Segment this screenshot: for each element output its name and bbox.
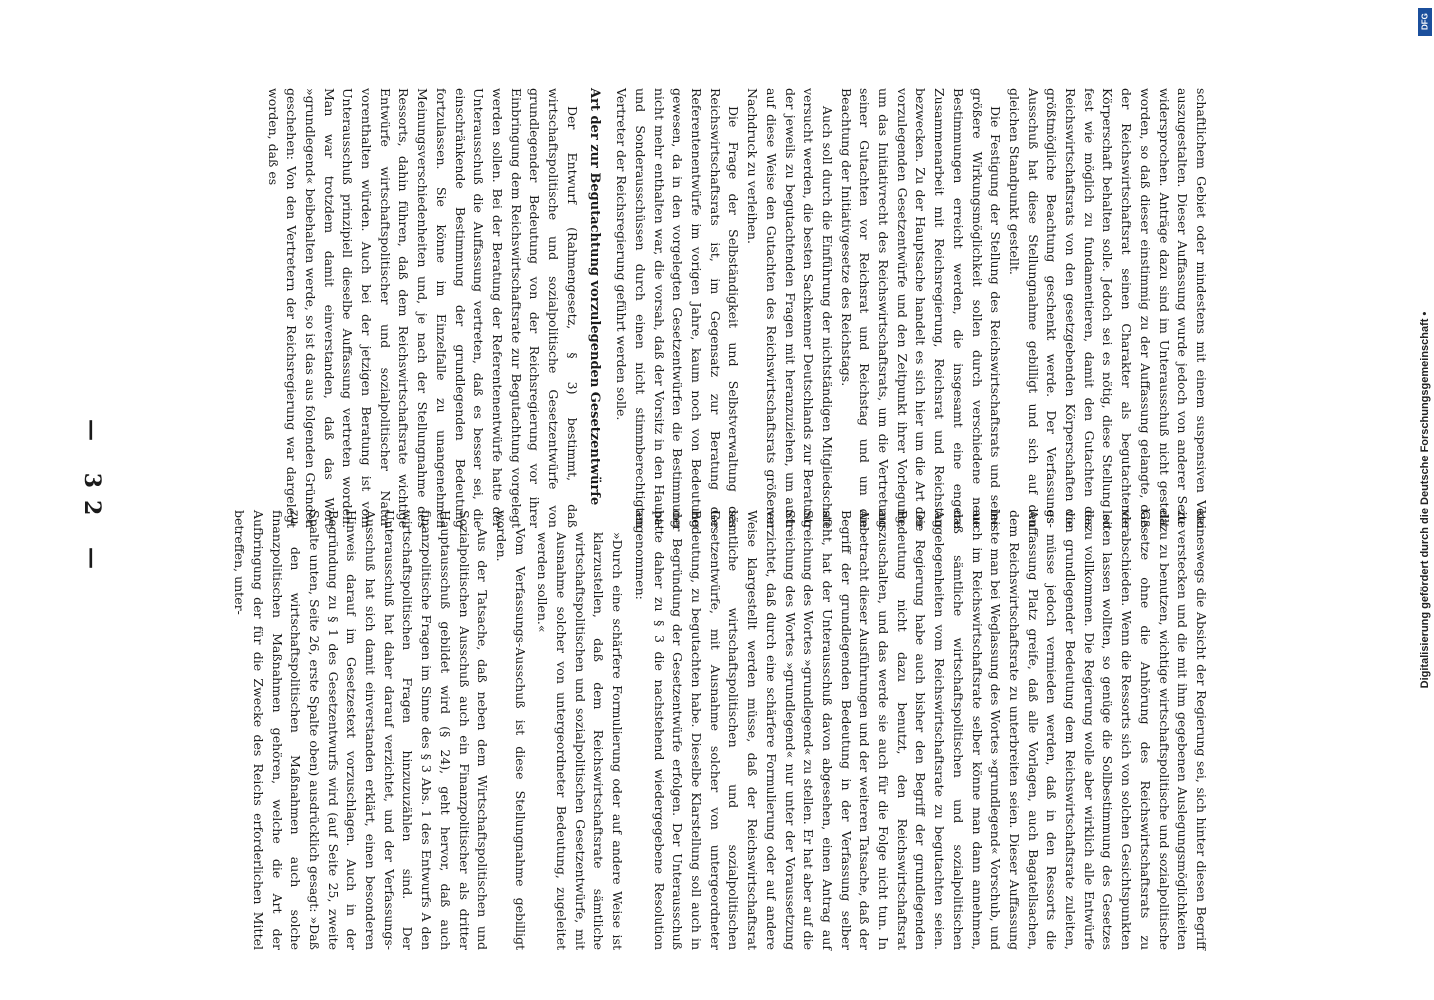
right-column	[229, 510, 1210, 950]
paragraph: Die Frage der Selbständigkeit und Selbstverwaltung des Reichswirtschaftsrats ist, im Gegensatz zur Beratung der Referentenentwürfe im vorigen Jahre, kaum noch von Bedeutung gewesen, da in den vorgelegten Gesetzentwürfen die Bestimmung nicht mehr enthalten war, die vorsah, daß der Vorsitz in den Haupt- und Sonderausschüssen durch einen nicht stimmberechtigten Vertreter der Reichsregierung geführt werden solle.	[614, 88, 742, 528]
paragraph: Der Entwurf (Rahmengesetz, § 3) bestimmt, daß wirtschaftspolitische und sozialpolitische Gesetzentwürfe von grundlegender Bedeutung von der Reichsregierung vor ihrer Einbringung dem Reichswirtschaftsrate zur Begutachtung vorgelegt werden sollen. Bei der Beratung der Referentenentwürfe hatte der Unterausschuß die Auffassung vertreten, daß es besser sei, die einschränkende Bestimmung der grundlegenden Bedeutung fortzulassen. Sie könne im Einzelfalle zu unangenehmen Meinungsverschiedenheiten und, je nach der Stellungnahme des Ressorts, dahin führen, daß dem Reichswirtschaftsrate wichtige Entwürfe wirtschaftspolitischer und sozialpolitischer Natur vorenthalten würden. Auch bei der jetzigen Beratung ist vom Unterausschuß prinzipiell dieselbe Auffassung vertreten worden. Man war trotzdem damit einverstanden, daß das Wort »grundlegend« beibehalten werde, so ist das aus folgenden Gründen geschehen: Von den Vertretern der Reichsregierung war dargelegt worden, daß es	[265, 88, 580, 528]
resolution-quote: »Durch eine schärfere Formulierung oder auf andere Weise ist klarzustellen, daß dem Reichswirtschaftsrate sämtliche wirtschaftspolitischen und sozialpolitischen Gesetzentwürfe, mit Ausnahme solcher von untergeordneter Bedeutung, zugeleitet werden sollen.«	[535, 532, 626, 950]
page-number: — 32 —	[79, 419, 105, 581]
paragraph: schaftlichem Gebiet oder mindestens mit einem suspensiven Veto auszugestalten. Dieser Auffassung wurde jedoch von anderer Seite widersprochen. Anträge dazu sind im Unterausschuß nicht gestellt worden, so daß dieser einstimmig zu der Auffassung gelangte, daß der Reichswirtschaftsrat seinen Charakter als begutachtende Körperschaft behalten solle. Jedoch sei es nötig, diese Stellung so fest wie möglich zu fundamentieren, damit den Gutachten des Reichswirtschaftsrats von den gesetzgebenden Körperschaften die größtmögliche Beachtung geschenkt werde. Der Verfassungs-Ausschuß hat diese Stellungnahme gebilligt und sich auf den gleichen Standpunkt gestellt.	[1006, 88, 1209, 528]
paragraph: Auch soll durch die Einführung der nichtständigen Mitgliedschaft versucht werden, die besten Sachkenner Deutschlands zur Beratung der jeweils zu begutachtenden Fragen mit heranzuziehen, um auch auf diese Weise den Gutachten des Reichswirtschaftsrats größeren Nachdruck zu verleihen.	[745, 88, 835, 528]
paragraph: Vom Verfassungs-Ausschuß ist diese Stellungnahme gebilligt worden.	[493, 510, 528, 950]
section-heading: Art der zur Begutachtung vorzulegenden Gesetzentwürfe	[587, 88, 603, 506]
paragraph: Aus der Tatsache, daß neben dem Wirtschaftspolitischen und Sozialpolitischen Ausschuß auch ein Finanzpolitischer als dritter Hauptausschuß gebildet wird (§ 24), geht hervor, daß auch finanzpolitische Fragen im Sinne des § 3 Abs. 1 des Entwurfs A den wirtschaftspolitischen Fragen hinzuzuzählen sind. Der Unterausschuß hat daher darauf verzichtet, und der Verfassungs-Ausschuß hat sich damit einverstanden erklärt, einen besonderen Hinweis darauf im Gesetzestext vorzuschlagen. Auch in der Begründung zu § 1 des Gesetzentwurfs wird (auf Seite 25, zweite Spalte unten, Seite 26, erste Spalte oben) ausdrücklich gesagt: »Daß zu den wirtschaftspolitischen Maßnahmen auch solche finanzpolitischen Maßnahmen gehören, welche die Art der Aufbringung der für die Zwecke des Reichs erforderlichen Mittel betreffen, unter-	[232, 510, 491, 950]
dfg-logo: DFG	[1418, 8, 1432, 36]
left-column	[263, 88, 1210, 528]
dfg-watermark-text: Digitalisierung gefördert durch die Deutsche Forschungsgemeinschaft •	[1419, 311, 1431, 689]
paragraph: keineswegs die Absicht der Regierung sei, sich hinter diesen Begriff zu verstecken und die mit ihm gegebenen Auslegungsmöglichkeiten dazu zu benutzen, wichtige wirtschaftspolitische und sozialpolitische Gesetze ohne die Anhörung des Reichswirtschaftsrats zu verabschieden. Wenn die Ressorts sich von solchen Gesichtspunkten leiten lassen wollten, so genüge die Sollbestimmung des Gesetzes dazu vollkommen. Die Regierung wolle aber wirklich alle Entwürfe von grundlegender Bedeutung dem Reichswirtschaftsrate zuleiten, es müsse jedoch vermieden werden, daß in den Ressorts die Auffassung Platz greife, daß alle Vorlagen, auch Bagatellsachen, dem Reichswirtschaftsrate zu unterbreiten seien. Dieser Auffassung leiste man bei Weglassung des Wortes »grundlegend« Vorschub, und auch im Reichswirtschaftsrate selber könne man dann annehmen, daß sämtliche wirtschaftspolitischen und sozialpolitischen Angelegenheiten vom Reichswirtschaftsrate zu begutachten seien. Die Regierung habe auch bisher den Begriff der grundlegenden Bedeutung nicht dazu benutzt, den Reichswirtschaftsrat auszuschalten, und das werde sie auch für die Folge nicht tun. In Anbetracht dieser Ausführungen und der weiteren Tatsache, daß der Begriff der grundlegenden Bedeutung in der Verfassung selber steht, hat der Unterausschuß davon abgesehen, einen Antrag auf Streichung des Wortes »grundlegend« zu stellen. Er hat aber auf die Streichung des Wortes »grundlegend« nur unter der Voraussetzung verzichtet, daß durch eine schärfere Formulierung oder auf andere Weise klargestellt werden müsse, daß der Reichswirtschaftsrat sämtliche wirtschaftspolitischen und sozialpolitischen Gesetzentwürfe, mit Ausnahme solcher von untergeordneter Bedeutung, zu begutachten habe. Dieselbe Klarstellung soll auch in der Begründung der Gesetzentwürfe erfolgen. Der Unterausschuß hatte daher zu § 3 die nachstehend wiedergegebene Resolution angenommen:	[632, 510, 1209, 950]
paragraph: Die Festigung der Stellung des Reichswirtschaftsrats und seine größere Wirkungsmöglichkeit sollen durch verschiedene neue Bestimmungen erreicht werden, die insgesamt eine engere Zusammenarbeit mit Reichsregierung, Reichsrat und Reichstag bezwecken. Zu der Hauptsache handelt es sich hier um die Art der vorzulegenden Gesetzentwürfe und den Zeitpunkt ihrer Vorlegung, um das Initiativrecht des Reichswirtschaftsrats, um die Vertretung seiner Gutachten vor Reichsrat und Reichstag und um die Beachtung der Initiativgesetze des Reichstags.	[838, 88, 1004, 528]
